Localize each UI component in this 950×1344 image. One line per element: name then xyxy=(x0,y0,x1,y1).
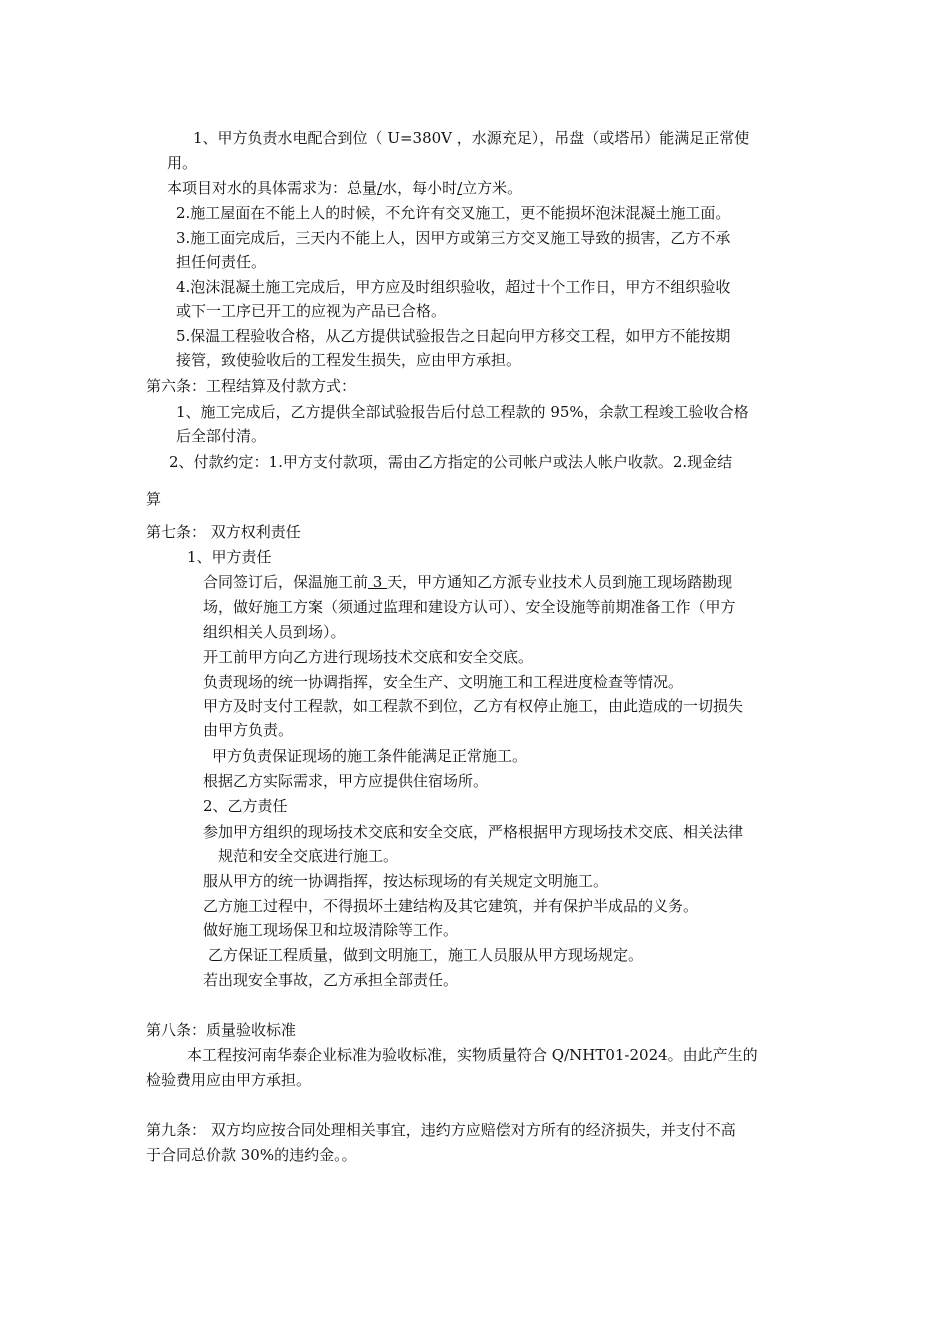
party-a-item-6: 根据乙方实际需求，甲方应提供住宿场所。 xyxy=(203,772,489,790)
water-suffix: 立方米。 xyxy=(462,179,523,197)
party-b-item-1-line2: 规范和安全交底进行施工。 xyxy=(218,847,399,865)
party-a-item-1-pre: 合同签订后，保温施工前 xyxy=(203,573,369,591)
party-b-item-2: 服从甲方的统一协调指挥，按达标现场的有关规定文明施工。 xyxy=(203,872,609,890)
party-a-item-1-line2: 场，做好施工方案（须通过监理和建设方认可）、安全设施等前期准备工作（甲方 xyxy=(203,598,736,616)
article-8-body-line2: 检验费用应由甲方承担。 xyxy=(146,1071,312,1089)
party-a-item-1-line1 xyxy=(203,572,732,592)
party-a-title: 1、甲方责任 xyxy=(187,548,272,566)
article-8-body-line1: 本工程按河南华泰企业标准为验收标准，实物质量符合 Q/NHT01-2024。由此产生的 xyxy=(187,1046,758,1064)
clause-item-4-line2: 或下一工序已开工的应视为产品已合格。 xyxy=(176,302,447,320)
water-mid: 水，每小时 xyxy=(382,179,458,197)
article-9-line1: 第九条： 双方均应按合同处理相关事宜，违约方应赔偿对方所有的经济损失，并支付不高 xyxy=(146,1121,736,1139)
party-a-item-4-line2: 由甲方负责。 xyxy=(203,721,294,739)
water-hourly-blank: / xyxy=(457,179,463,197)
party-b-item-3: 乙方施工过程中，不得损坏土建结构及其它建筑，并有保护半成品的义务。 xyxy=(203,897,699,915)
water-requirement-line xyxy=(167,178,522,198)
water-prefix: 本项目对水的具体需求为：总量 xyxy=(167,179,378,197)
party-a-item-3: 负责现场的统一协调指挥，安全生产、文明施工和工程进度检查等情况。 xyxy=(203,673,684,691)
clause-item-2: 2.施工屋面在不能上人的时候，不允许有交叉施工，更不能损坏泡沫混凝土施工面。 xyxy=(176,204,731,222)
clause-item-1-line2: 用。 xyxy=(167,154,198,172)
party-b-item-1-line1: 参加甲方组织的现场技术交底和安全交底，严格根据甲方现场技术交底、相关法律 xyxy=(203,823,744,841)
clause-item-1-line1: 1、甲方负责水电配合到位（ U=380V ，水源充足），吊盘（或塔吊）能满足正常使 xyxy=(193,129,750,147)
article-6-item-2-line2: 算 xyxy=(146,490,162,508)
article-6-title: 第六条：工程结算及付款方式： xyxy=(146,377,357,395)
article-9-line2: 于合同总价款 30%的违约金。。 xyxy=(146,1146,357,1164)
party-b-item-4: 做好施工现场保卫和垃圾清除等工作。 xyxy=(203,921,459,939)
water-total-blank: / xyxy=(377,179,383,197)
article-8-title: 第八条：质量验收标准 xyxy=(146,1021,297,1039)
party-a-item-2: 开工前甲方向乙方进行现场技术交底和安全交底。 xyxy=(203,648,534,666)
party-b-title: 2、乙方责任 xyxy=(203,797,288,815)
party-a-item-4-line1: 甲方及时支付工程款，如工程款不到位，乙方有权停止施工，由此造成的一切损失 xyxy=(203,697,744,715)
article-6-item-1-line2: 后全部付清。 xyxy=(176,427,267,445)
article-6-item-2-line1: 2、付款约定：1.甲方支付款项，需由乙方指定的公司帐户或法人帐户收款。2.现金结 xyxy=(169,453,733,471)
clause-item-3-line1: 3.施工面完成后，三天内不能上人，因甲方或第三方交叉施工导致的损害，乙方不承 xyxy=(176,229,731,247)
party-a-item-1-post: 天，甲方通知乙方派专业技术人员到施工现场踏勘现 xyxy=(387,573,733,591)
clause-item-5-line2: 接管，致使验收后的工程发生损失，应由甲方承担。 xyxy=(176,351,522,369)
party-b-item-6: 若出现安全事故，乙方承担全部责任。 xyxy=(203,971,459,989)
clause-item-3-line2: 担任何责任。 xyxy=(176,253,267,271)
party-a-item-5: 甲方负责保证现场的施工条件能满足正常施工。 xyxy=(212,747,528,765)
clause-item-4-line1: 4.泡沫混凝土施工完成后，甲方应及时组织验收，超过十个工作日，甲方不组织验收 xyxy=(176,278,731,296)
party-a-item-1-line3: 组织相关人员到场）。 xyxy=(203,623,346,641)
clause-item-5-line1: 5.保温工程验收合格，从乙方提供试验报告之日起向甲方移交工程，如甲方不能按期 xyxy=(176,327,731,345)
article-7-title: 第七条： 双方权利责任 xyxy=(146,523,301,541)
survey-days-blank: 3 xyxy=(368,573,388,591)
article-6-item-1-line1: 1、施工完成后，乙方提供全部试验报告后付总工程款的 95%，余款工程竣工验收合格 xyxy=(176,403,749,421)
party-b-item-5: 乙方保证工程质量，做到文明施工，施工人员服从甲方现场规定。 xyxy=(208,946,644,964)
